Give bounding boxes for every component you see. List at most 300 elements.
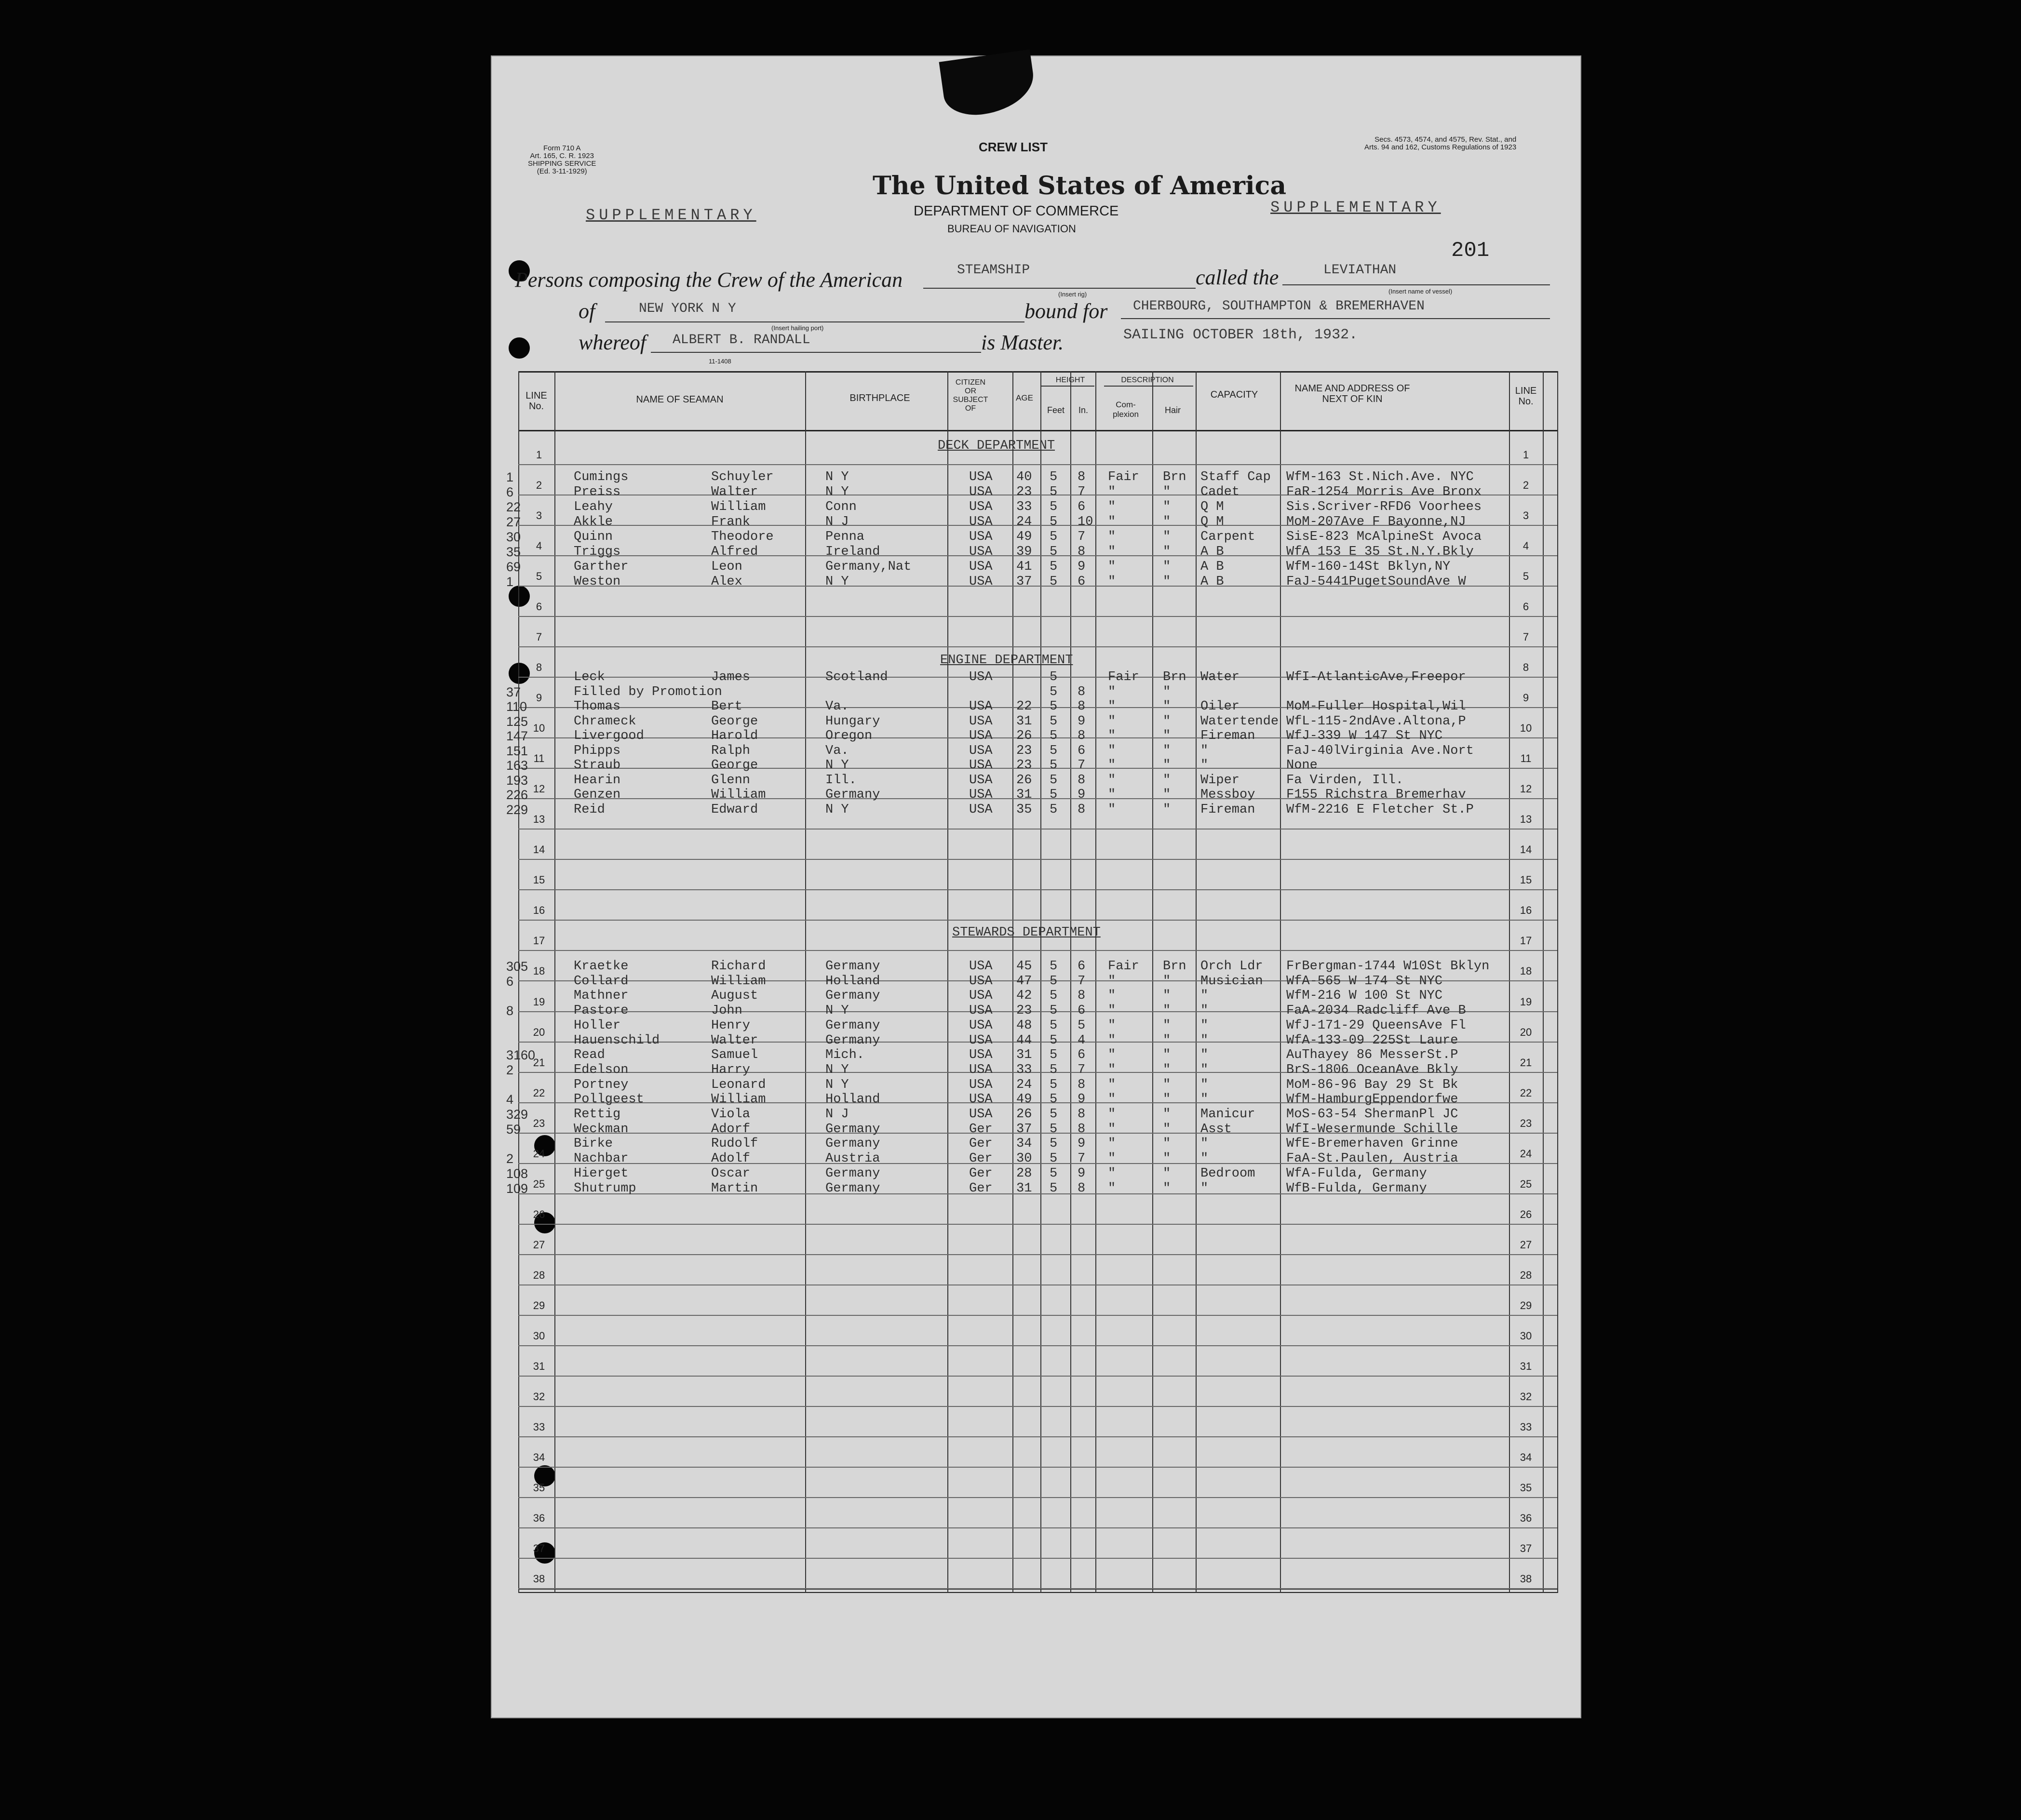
row-rule [518,1406,1557,1407]
birthplace: N Y [825,575,849,589]
height-inches: 9 [1078,788,1086,802]
hailing-port: NEW YORK N Y [639,301,736,316]
form-id-line: SHIPPING SERVICE [528,160,596,168]
height-inches: 6 [1078,959,1086,974]
capacity: Wiper [1200,773,1240,788]
height-inches: 9 [1078,560,1086,574]
hair-color: " [1163,560,1171,574]
height-inches: 8 [1078,1107,1086,1122]
line-number-left: 32 [533,1391,545,1403]
citizenship: USA [969,560,993,574]
col-hair [1196,371,1197,1593]
line-number-left: 30 [533,1330,545,1342]
height-feet: 5 [1050,989,1058,1003]
header-complexion: Com-plexion [1113,400,1139,419]
capacity: " [1200,1092,1209,1107]
birthplace: Germany [825,788,880,802]
seaman-given-name: William [711,974,766,989]
line-number-right: 18 [1520,965,1532,977]
supplementary-stamp-right: SUPPLEMENTARY [1270,199,1441,216]
hair-color: " [1163,1078,1171,1092]
sailing-date: SAILING OCTOBER 18th, 1932. [1123,327,1358,343]
entry-ref-number: 1 [506,470,514,484]
citizenship: Ger [969,1122,993,1137]
row-rule [518,1558,1557,1559]
capacity: " [1200,1181,1209,1196]
citizenship: USA [969,485,993,499]
seaman-given-name: Adorf [711,1122,751,1137]
capacity: Water [1200,670,1240,684]
capacity: Messboy [1200,788,1255,802]
seaman-given-name: Walter [711,1033,758,1048]
next-of-kin: WfA-565 W 174 St NYC [1286,974,1443,989]
age: 26 [1016,1107,1032,1122]
hair-color: " [1163,1018,1171,1033]
next-of-kin: SisE-823 McAlpineSt Avoca [1286,530,1482,544]
port-hint: (Insert hailing port) [771,324,824,332]
citizenship: USA [969,974,993,989]
entry-ref-number: 125 [506,714,528,729]
header-citizen: CITIZEN OR SUBJECT OF [953,378,988,413]
height-inches: 8 [1078,545,1086,559]
age: 30 [1016,1151,1032,1166]
next-of-kin: MoM-86-96 Bay 29 St Bk [1286,1078,1458,1092]
col-name [805,371,806,1593]
age: 37 [1016,1122,1032,1137]
age: 26 [1016,729,1032,743]
complexion: " [1108,545,1116,559]
next-of-kin: FaR-1254 Morris Ave Bronx [1286,485,1482,499]
complexion: " [1108,530,1116,544]
seaman-surname: Leahy [574,500,613,514]
line-number-right: 29 [1520,1299,1532,1311]
line-number-right: 35 [1520,1482,1532,1494]
age: 28 [1016,1166,1032,1181]
hair-color: " [1163,1166,1171,1181]
height-inches: 7 [1078,530,1086,544]
hair-color: " [1163,758,1171,773]
capacity: Q M [1200,515,1224,529]
entry-ref-number: 110 [506,699,527,714]
height-feet: 5 [1050,1166,1058,1181]
seaman-surname: Weckman [574,1122,629,1137]
row-rule [518,1467,1557,1468]
line-number-right: 6 [1522,601,1529,613]
complexion: " [1108,1151,1116,1166]
birthplace: N Y [825,758,849,773]
birthplace: Germany [825,1018,880,1033]
line-number-right: 15 [1520,874,1532,886]
col-birth [947,371,948,1593]
citizenship: Ger [969,1181,993,1196]
line-number-left: 6 [536,601,542,613]
line-number-right: 30 [1520,1330,1532,1342]
hair-color: Brn [1163,670,1186,684]
entry-ref-number: 30 [506,530,521,544]
seaman-given-name: James [711,670,751,684]
header-height: HEIGHT [1055,376,1085,384]
destination-underline [1121,318,1550,319]
seaman-surname: Phipps [574,744,621,758]
complexion: " [1108,758,1116,773]
hair-color: " [1163,575,1171,589]
birthplace: Va. [825,699,849,714]
line-number-right: 4 [1522,540,1529,552]
line-number-left: 10 [533,722,545,734]
header-feet: Feet [1047,405,1065,415]
hair-color: " [1163,1137,1171,1151]
line-number-right: 27 [1520,1239,1532,1251]
height-feet: 5 [1050,803,1058,817]
height-feet: 5 [1050,685,1058,699]
height-feet: 5 [1050,1122,1058,1137]
row-rule [518,950,1557,951]
destination: CHERBOURG, SOUTHAMPTON & BREMERHAVEN [1133,299,1425,314]
height-inches: 8 [1078,989,1086,1003]
complexion: " [1108,1018,1116,1033]
citizenship: USA [969,545,993,559]
height-subheader-rule [1041,386,1094,387]
entry-ref-number: 1 [506,575,514,589]
seaman-given-name: Edward [711,803,758,817]
height-inches: 8 [1078,470,1086,484]
hair-color: " [1163,1181,1171,1196]
birthplace: Penna [825,530,865,544]
engine-department-heading: ENGINE DEPARTMENT [940,653,1073,668]
height-feet: 5 [1050,500,1058,514]
age: 24 [1016,1078,1032,1092]
line-number-left: 4 [536,540,542,552]
form-id [528,145,596,175]
row-rule [518,920,1557,921]
seaman-surname: Pollgeest [574,1092,644,1107]
height-feet: 5 [1050,470,1058,484]
capacity: Manicur [1200,1107,1255,1122]
height-inches: 7 [1078,1063,1086,1077]
row-rule [518,889,1557,890]
citizenship: USA [969,959,993,974]
line-number-right: 32 [1520,1391,1532,1403]
description-subheader-rule [1104,386,1193,387]
col-line-right [1543,371,1544,1593]
col-age [1040,371,1041,1593]
age: 31 [1016,1048,1032,1062]
seaman-given-name: Oscar [711,1166,751,1181]
statute-reference [1364,136,1516,151]
next-of-kin: MoM-207Ave F Bayonne,NJ [1286,515,1466,529]
hair-color: " [1163,773,1171,788]
next-of-kin: F155 Richstra Bremerhav [1286,788,1466,802]
next-of-kin: WfA-133-09 225St Laure [1286,1033,1458,1048]
entry-ref-number: 69 [506,560,521,574]
seaman-surname: Garther [574,560,629,574]
row-rule [518,1224,1557,1225]
next-of-kin: WfI-Wesermunde Schille [1286,1122,1458,1137]
height-inches: 8 [1078,803,1086,817]
complexion: " [1108,575,1116,589]
header-capacity: CAPACITY [1210,389,1258,400]
citizenship: Ger [969,1137,993,1151]
line-number-right: 2 [1522,479,1529,491]
line-number-left: 28 [533,1269,545,1281]
age: 31 [1016,714,1032,729]
line-number-left: 20 [533,1026,545,1038]
line-number-left: 27 [533,1239,545,1251]
age: 23 [1016,1004,1032,1018]
header-age: AGE [1016,393,1033,402]
line-number-left: 8 [536,661,542,673]
bureau-name: BUREAU OF NAVIGATION [947,223,1076,235]
seaman-surname: Weston [574,575,621,589]
seaman-given-name: William [711,500,766,514]
hair-color: " [1163,1107,1171,1122]
birthplace: Germany [825,1181,880,1196]
citizenship: USA [969,470,993,484]
row-rule [518,1588,1557,1589]
birthplace: Hungary [825,714,880,729]
complexion: " [1108,685,1116,699]
next-of-kin: WfL-115-2ndAve.Altona,P [1286,714,1466,729]
seaman-surname: Edelson [574,1063,629,1077]
line-number-left: 7 [536,631,542,643]
complexion: " [1108,1181,1116,1196]
next-of-kin: WfM-2216 E Fletcher St.P [1286,803,1474,817]
hair-color: " [1163,699,1171,714]
line-number-left: 1 [536,449,542,461]
hair-color: " [1163,729,1171,743]
line-number-left: 34 [533,1451,545,1463]
line-number-left: 18 [533,965,545,977]
complexion: " [1108,714,1116,729]
age: 47 [1016,974,1032,989]
col-line [554,371,555,1593]
line-number-left: 11 [533,752,545,764]
col-in [1095,371,1096,1593]
statute-line: Secs. 4573, 4574, and 4575, Rev. Stat., and [1374,135,1517,144]
line-number-right: 19 [1520,996,1532,1008]
line-number-right: 12 [1520,783,1532,795]
header-line-no: LINE No. [525,390,547,412]
seaman-given-name: Leonard [711,1078,766,1092]
row-rule [518,768,1557,769]
row-rule [518,1315,1557,1316]
citizenship: USA [969,1063,993,1077]
line-number-left: 17 [533,935,545,947]
entry-ref-number: 2 [506,1151,514,1166]
seaman-given-name: Richard [711,959,766,974]
birthplace: Conn [825,500,857,514]
complexion: " [1108,699,1116,714]
capacity: " [1200,989,1209,1003]
citizenship: USA [969,1033,993,1048]
seaman-surname: Leck [574,670,605,684]
height-feet: 5 [1050,670,1058,684]
hair-color: Brn [1163,470,1186,484]
seaman-given-name: Bert [711,699,742,714]
seaman-surname: Portney [574,1078,629,1092]
seaman-surname: Hierget [574,1166,629,1181]
entry-ref-number: 6 [506,974,514,989]
height-inches: 7 [1078,758,1086,773]
col-kin [1509,371,1510,1593]
next-of-kin: WfJ-339 W 147 St NYC [1286,729,1443,743]
line-number-right: 10 [1520,722,1532,734]
line-number-right: 21 [1520,1057,1532,1069]
seaman-given-name: August [711,989,758,1003]
seaman-given-name: Glenn [711,773,751,788]
seaman-given-name: John [711,1004,742,1018]
height-inches: 6 [1078,1004,1086,1018]
age: 23 [1016,485,1032,499]
seaman-surname: Shutrump [574,1181,636,1196]
line-number-right: 22 [1520,1087,1532,1099]
height-feet: 5 [1050,788,1058,802]
row-rule [518,1436,1557,1437]
line-number-left: 16 [533,904,545,916]
capacity: Carpent [1200,530,1255,544]
age: 42 [1016,989,1032,1003]
age: 44 [1016,1033,1032,1048]
entry-ref-number: 27 [506,515,521,529]
birthplace: Germany [825,959,880,974]
height-inches: 10 [1078,515,1093,529]
line-number-right: 20 [1520,1026,1532,1038]
birthplace: N Y [825,1078,849,1092]
height-inches: 9 [1078,714,1086,729]
complexion: " [1108,1063,1116,1077]
country-title: The United States of America [873,171,1287,201]
hair-color: " [1163,500,1171,514]
seaman-given-name: Henry [711,1018,751,1033]
entry-ref-number: 108 [506,1166,528,1181]
entry-ref-number: 229 [506,803,528,817]
bound-for-label: bound for [1024,299,1108,323]
birthplace: Germany [825,1122,880,1137]
height-feet: 5 [1050,1048,1058,1062]
citizenship: USA [969,1004,993,1018]
punch-hole [509,337,530,359]
seaman-given-name: William [711,788,766,802]
seaman-surname: Mathner [574,989,629,1003]
height-feet: 5 [1050,699,1058,714]
seaman-surname: Reid [574,803,605,817]
entry-ref-number: 226 [506,788,528,802]
entry-ref-number: 109 [506,1181,528,1196]
row-rule [518,829,1557,830]
next-of-kin: WfM-160-14St Bklyn,NY [1286,560,1451,574]
capacity: Fireman [1200,803,1255,817]
header-birthplace: BIRTHPLACE [849,393,910,403]
entry-ref-number: 2 [506,1063,514,1077]
line-number-right: 8 [1522,661,1529,673]
whereof-label: whereof [579,331,647,354]
supplementary-stamp-left: SUPPLEMENTARY [586,206,756,224]
line-number-left: 33 [533,1421,545,1433]
line-number-right: 26 [1520,1208,1532,1220]
line-number-left: 19 [533,996,545,1008]
age: 37 [1016,575,1032,589]
line-number-left: 14 [533,843,545,856]
seaman-given-name: William [711,1092,766,1107]
age: 26 [1016,773,1032,788]
hair-color: " [1163,1048,1171,1062]
line-number-left: 29 [533,1299,545,1311]
citizenship: USA [969,1107,993,1122]
birthplace: N Y [825,470,849,484]
header-hair: Hair [1164,405,1181,415]
height-feet: 5 [1050,744,1058,758]
seaman-surname: Holler [574,1018,621,1033]
capacity: Orch Ldr [1200,959,1263,974]
seaman-surname: Quinn [574,530,613,544]
age: 23 [1016,758,1032,773]
line-number-left: 37 [533,1542,545,1554]
line-number-left: 36 [533,1512,545,1524]
citizenship: USA [969,729,993,743]
citizenship: USA [969,803,993,817]
height-inches: 9 [1078,1137,1086,1151]
height-inches: 8 [1078,773,1086,788]
entry-ref-number: 151 [506,744,528,758]
next-of-kin: WfA 153 E 35 St.N.Y.Bkly [1286,545,1474,559]
capacity: A B [1200,575,1224,589]
height-feet: 5 [1050,485,1058,499]
height-feet: 5 [1050,575,1058,589]
capacity: Bedroom [1200,1166,1255,1181]
line-number-right: 23 [1520,1117,1532,1129]
citizenship: USA [969,1018,993,1033]
hair-color: " [1163,1122,1171,1137]
hair-color: Brn [1163,959,1186,974]
crew-list-title: CREW LIST [979,140,1048,154]
form-id-line: (Ed. 3-11-1929) [537,167,587,175]
birthplace: N Y [825,1063,849,1077]
seaman-given-name: Ralph [711,744,751,758]
height-feet: 5 [1050,959,1058,974]
form-id-line: Form 710 A [543,144,581,152]
vessel-name: LEVIATHAN [1323,263,1397,278]
col-cit [1012,371,1013,1593]
complexion: " [1108,1092,1116,1107]
row-rule [518,1497,1557,1498]
next-of-kin: Fa Virden, Ill. [1286,773,1404,788]
height-inches: 7 [1078,974,1086,989]
line-number-right: 34 [1520,1451,1532,1463]
height-feet: 5 [1050,1137,1058,1151]
hair-color: " [1163,974,1171,989]
capacity: " [1200,744,1209,758]
birthplace: N Y [825,803,849,817]
citizenship: USA [969,758,993,773]
complexion: " [1108,560,1116,574]
age: 33 [1016,500,1032,514]
capacity: " [1200,1004,1209,1018]
complexion: " [1108,773,1116,788]
capacity: Watertende [1200,714,1279,729]
height-feet: 5 [1050,714,1058,729]
line-number-left: 38 [533,1573,545,1585]
complexion: " [1108,1107,1116,1122]
height-inches: 6 [1078,575,1086,589]
height-feet: 5 [1050,1063,1058,1077]
citizenship: USA [969,515,993,529]
hair-color: " [1163,530,1171,544]
line-number-right: 3 [1522,509,1529,522]
line-number-left: 3 [536,509,542,522]
capacity: " [1200,1137,1209,1151]
seaman-given-name: Harry [711,1063,751,1077]
height-feet: 5 [1050,530,1058,544]
